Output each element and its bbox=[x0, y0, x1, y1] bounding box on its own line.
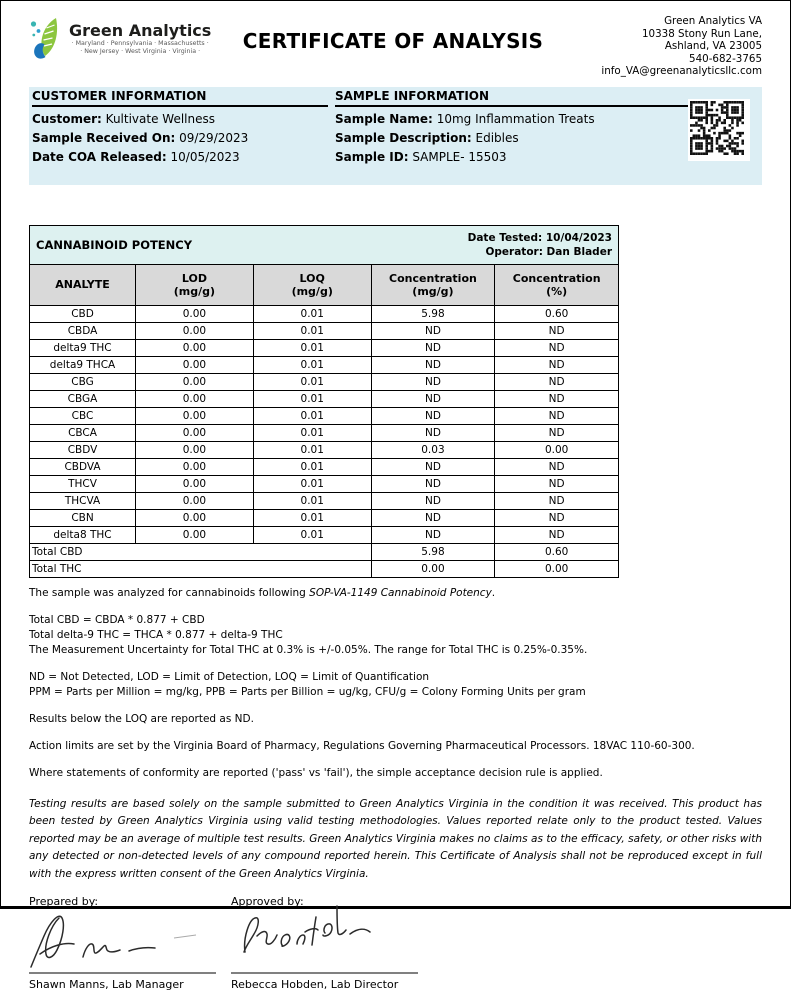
column-header-row bbox=[30, 264, 619, 305]
sample-info-field bbox=[335, 129, 693, 148]
cell-concentration-pct: ND bbox=[495, 526, 619, 543]
analyte-row bbox=[30, 526, 619, 543]
sample-info-field bbox=[335, 148, 693, 167]
lab-address-line: 540-682-3765 bbox=[689, 52, 762, 65]
column-header-line1: LOQ bbox=[299, 271, 325, 285]
field-label: Sample ID: bbox=[335, 149, 409, 164]
totals-row bbox=[30, 543, 619, 560]
column-header-line1: Concentration bbox=[389, 271, 477, 285]
method-note-prefix: The sample was analyzed for cannabinoids following bbox=[29, 586, 310, 599]
sample-info-heading: SAMPLE INFORMATION bbox=[335, 89, 693, 107]
cell-loq: 0.01 bbox=[253, 509, 371, 526]
analyte-row bbox=[30, 390, 619, 407]
cell-concentration-mg: ND bbox=[371, 458, 495, 475]
cell-lod: 0.00 bbox=[136, 390, 254, 407]
signature-section bbox=[29, 895, 762, 991]
abbreviation-note-line: ND = Not Detected, LOD = Limit of Detection, LOQ = Limit of Quantification bbox=[29, 670, 430, 683]
cell-loq: 0.01 bbox=[253, 305, 371, 322]
cell-concentration-pct: ND bbox=[495, 407, 619, 424]
cell-loq: 0.01 bbox=[253, 339, 371, 356]
approved-by-label: Approved by: bbox=[231, 895, 304, 909]
column-header-line2: (mg/g) bbox=[291, 284, 333, 298]
analyte-row bbox=[30, 373, 619, 390]
field-value: 10mg Inflammation Treats bbox=[436, 111, 595, 126]
cell-loq: 0.01 bbox=[253, 492, 371, 509]
logo bbox=[29, 15, 224, 67]
cell-concentration-pct: ND bbox=[495, 458, 619, 475]
column-header bbox=[495, 264, 619, 305]
cell-concentration-mg: ND bbox=[371, 492, 495, 509]
cell-lod: 0.00 bbox=[136, 526, 254, 543]
cell-lod: 0.00 bbox=[136, 441, 254, 458]
field-value: 09/29/2023 bbox=[179, 130, 249, 145]
cell-concentration-pct: ND bbox=[495, 475, 619, 492]
page-header bbox=[29, 15, 762, 78]
cell-analyte: delta8 THC bbox=[30, 526, 136, 543]
column-header bbox=[30, 264, 136, 305]
column-header-line1: LOD bbox=[181, 271, 207, 285]
cell-loq: 0.01 bbox=[253, 526, 371, 543]
notes-section bbox=[29, 586, 762, 780]
test-meta bbox=[468, 231, 612, 259]
cell-concentration-mg: ND bbox=[371, 373, 495, 390]
formula-note-line: Total delta-9 THC = THCA * 0.877 + delta-9 THC bbox=[29, 628, 283, 641]
approved-by-name: Rebecca Hobden, Lab Director bbox=[231, 978, 399, 991]
cell-concentration-pct: ND bbox=[495, 373, 619, 390]
cell-analyte: CBN bbox=[30, 509, 136, 526]
cell-concentration-mg: 0.03 bbox=[371, 441, 495, 458]
field-value: Edibles bbox=[475, 130, 519, 145]
cell-analyte: CBD bbox=[30, 305, 136, 322]
cell-concentration-pct: 0.00 bbox=[495, 441, 619, 458]
analyte-row bbox=[30, 458, 619, 475]
lab-address-line: Green Analytics VA bbox=[664, 15, 762, 27]
cell-lod: 0.00 bbox=[136, 458, 254, 475]
prepared-by-label: Prepared by: bbox=[29, 895, 99, 909]
table-title-row bbox=[30, 225, 619, 264]
prepared-by-block bbox=[29, 895, 223, 991]
cell-analyte: THCVA bbox=[30, 492, 136, 509]
table-title: CANNABINOID POTENCY bbox=[36, 237, 193, 252]
abbreviation-note-line: PPM = Parts per Million = mg/kg, PPB = Parts per Billion = ug/kg, CFU/g = Colony Forming Units per gram bbox=[29, 685, 586, 698]
analyte-row bbox=[30, 339, 619, 356]
cell-analyte: CBDA bbox=[30, 322, 136, 339]
approved-by-block bbox=[231, 895, 425, 991]
total-label: Total CBD bbox=[30, 543, 372, 560]
field-label: Sample Description: bbox=[335, 130, 472, 145]
customer-info-field bbox=[32, 148, 328, 167]
approved-signature-image bbox=[231, 910, 425, 970]
formula-notes bbox=[29, 613, 762, 657]
logo-name: Green Analytics bbox=[69, 21, 212, 40]
column-header-line2: (%) bbox=[546, 284, 568, 298]
column-header bbox=[253, 264, 371, 305]
customer-info-heading: CUSTOMER INFORMATION bbox=[32, 89, 328, 107]
total-pct: 0.60 bbox=[495, 543, 619, 560]
cannabinoid-potency-table bbox=[29, 225, 619, 578]
qr-pattern bbox=[690, 101, 744, 155]
cell-loq: 0.01 bbox=[253, 475, 371, 492]
dna-leaf-logo-icon bbox=[29, 15, 65, 67]
cell-lod: 0.00 bbox=[136, 509, 254, 526]
column-header-line2: (mg/g) bbox=[173, 284, 216, 298]
field-value: Kultivate Wellness bbox=[105, 111, 215, 126]
cell-loq: 0.01 bbox=[253, 373, 371, 390]
logo-tagline-2: · New Jersey · West Virginia · Virginia · bbox=[80, 48, 201, 55]
column-header-line2: (mg/g) bbox=[412, 284, 454, 298]
cell-loq: 0.01 bbox=[253, 356, 371, 373]
analyte-row bbox=[30, 424, 619, 441]
column-header-line1: ANALYTE bbox=[55, 278, 110, 292]
sample-info-field bbox=[335, 110, 693, 129]
field-label: Date COA Released: bbox=[32, 149, 167, 164]
qr-code bbox=[688, 99, 750, 161]
cell-loq: 0.01 bbox=[253, 390, 371, 407]
analyte-row bbox=[30, 407, 619, 424]
customer-info-section bbox=[32, 89, 328, 167]
cell-loq: 0.01 bbox=[253, 441, 371, 458]
general-note-line: Results below the LOQ are reported as ND. bbox=[29, 712, 254, 725]
cell-lod: 0.00 bbox=[136, 356, 254, 373]
cell-concentration-mg: ND bbox=[371, 424, 495, 441]
cell-concentration-mg: ND bbox=[371, 475, 495, 492]
cell-lod: 0.00 bbox=[136, 305, 254, 322]
lab-address-line: 10338 Stony Run Lane, bbox=[642, 27, 762, 40]
cell-lod: 0.00 bbox=[136, 424, 254, 441]
analyte-row bbox=[30, 509, 619, 526]
field-value: SAMPLE- 15503 bbox=[412, 149, 507, 164]
cell-concentration-pct: ND bbox=[495, 390, 619, 407]
lab-address-line: info_VA@greenanalyticsllc.com bbox=[601, 65, 762, 78]
method-note bbox=[29, 586, 762, 600]
cell-concentration-pct: ND bbox=[495, 339, 619, 356]
analyte-row bbox=[30, 305, 619, 322]
general-note-line: Where statements of conformity are reported ('pass' vs 'fail'), the simple acceptance decision rule is applied. bbox=[29, 766, 603, 779]
customer-info-field bbox=[32, 129, 328, 148]
analyte-row bbox=[30, 322, 619, 339]
total-label: Total THC bbox=[30, 560, 372, 577]
analyte-row bbox=[30, 492, 619, 509]
cell-analyte: CBC bbox=[30, 407, 136, 424]
sample-info-section bbox=[335, 89, 693, 167]
cell-concentration-pct: ND bbox=[495, 492, 619, 509]
cell-loq: 0.01 bbox=[253, 322, 371, 339]
approved-signature-line bbox=[231, 972, 418, 974]
total-mg: 5.98 bbox=[371, 543, 495, 560]
prepared-by-name: Shawn Manns, Lab Manager bbox=[29, 978, 184, 991]
cell-concentration-pct: ND bbox=[495, 424, 619, 441]
cell-concentration-mg: ND bbox=[371, 356, 495, 373]
cell-concentration-pct: ND bbox=[495, 356, 619, 373]
total-mg: 0.00 bbox=[371, 560, 495, 577]
cell-concentration-pct: 0.60 bbox=[495, 305, 619, 322]
cell-concentration-mg: ND bbox=[371, 390, 495, 407]
cell-concentration-pct: ND bbox=[495, 322, 619, 339]
cell-lod: 0.00 bbox=[136, 407, 254, 424]
column-header bbox=[371, 264, 495, 305]
prepared-signature-line bbox=[29, 972, 216, 974]
totals-row bbox=[30, 560, 619, 577]
method-note-suffix: . bbox=[491, 586, 496, 599]
cell-concentration-pct: ND bbox=[495, 509, 619, 526]
field-label: Sample Received On: bbox=[32, 130, 176, 145]
info-band bbox=[29, 87, 762, 185]
cell-lod: 0.00 bbox=[136, 373, 254, 390]
cell-lod: 0.00 bbox=[136, 475, 254, 492]
column-header-line1: Concentration bbox=[512, 271, 601, 285]
abbreviation-notes bbox=[29, 670, 762, 699]
cell-loq: 0.01 bbox=[253, 407, 371, 424]
field-label: Sample Name: bbox=[335, 111, 433, 126]
disclaimer-text: Testing results are based solely on the sample submitted to Green Analytics Virginia in the condition it was received. This product has been tested by Green Analytics Virginia using valid testing methodologies. Values reported relate only to the product tested. Values reported may be an average of multiple test results. Green Analytics Virginia makes no claims as to the efficacy, safety, or other risks with any detected or non-detected levels of any compound reported herein. This Certificate of Analysis shall not be reproduced except in full with the express written consent of the Green Analytics Virginia. bbox=[29, 797, 762, 880]
analyte-row bbox=[30, 475, 619, 492]
lab-address-line: Ashland, VA 23005 bbox=[664, 40, 762, 53]
formula-note-line: The Measurement Uncertainty for Total THC at 0.3% is +/-0.05%. The range for Total THC is 0.25%-0.35%. bbox=[29, 643, 588, 656]
date-tested: Date Tested: 10/04/2023 bbox=[467, 231, 612, 244]
formula-note-line: Total CBD = CBDA * 0.877 + CBD bbox=[29, 613, 205, 626]
cell-analyte: delta9 THCA bbox=[30, 356, 136, 373]
logo-tagline-1: · Maryland · Pennsylvania · Massachusetts · bbox=[71, 40, 209, 47]
cell-analyte: CBG bbox=[30, 373, 136, 390]
cell-analyte: CBCA bbox=[30, 424, 136, 441]
field-value: 10/05/2023 bbox=[170, 149, 240, 164]
general-note-line: Action limits are set by the Virginia Board of Pharmacy, Regulations Governing Pharmaceutical Processors. 18VAC 110-60-300. bbox=[29, 739, 695, 752]
lab-address bbox=[562, 15, 762, 78]
cell-lod: 0.00 bbox=[136, 492, 254, 509]
cell-lod: 0.00 bbox=[136, 339, 254, 356]
method-note-sop: SOP-VA-1149 Cannabinoid Potency bbox=[309, 586, 492, 599]
cell-analyte: CBGA bbox=[30, 390, 136, 407]
analyte-row bbox=[30, 441, 619, 458]
cell-analyte: CBDV bbox=[30, 441, 136, 458]
prepared-signature-image bbox=[29, 910, 223, 970]
cell-loq: 0.01 bbox=[253, 458, 371, 475]
cell-concentration-mg: ND bbox=[371, 509, 495, 526]
column-header bbox=[136, 264, 254, 305]
cell-loq: 0.01 bbox=[253, 424, 371, 441]
cell-concentration-mg: ND bbox=[371, 322, 495, 339]
cell-lod: 0.00 bbox=[136, 322, 254, 339]
customer-info-field bbox=[32, 110, 328, 129]
field-label: Customer: bbox=[32, 111, 102, 126]
cell-concentration-mg: ND bbox=[371, 407, 495, 424]
cell-analyte: THCV bbox=[30, 475, 136, 492]
cell-concentration-mg: ND bbox=[371, 526, 495, 543]
operator: Operator: Dan Blader bbox=[485, 245, 612, 258]
page-title: CERTIFICATE OF ANALYSIS bbox=[242, 29, 544, 53]
cell-analyte: CBDVA bbox=[30, 458, 136, 475]
cell-analyte: delta9 THC bbox=[30, 339, 136, 356]
analyte-row bbox=[30, 356, 619, 373]
total-pct: 0.00 bbox=[495, 560, 619, 577]
cell-concentration-mg: ND bbox=[371, 339, 495, 356]
cell-concentration-mg: 5.98 bbox=[371, 305, 495, 322]
